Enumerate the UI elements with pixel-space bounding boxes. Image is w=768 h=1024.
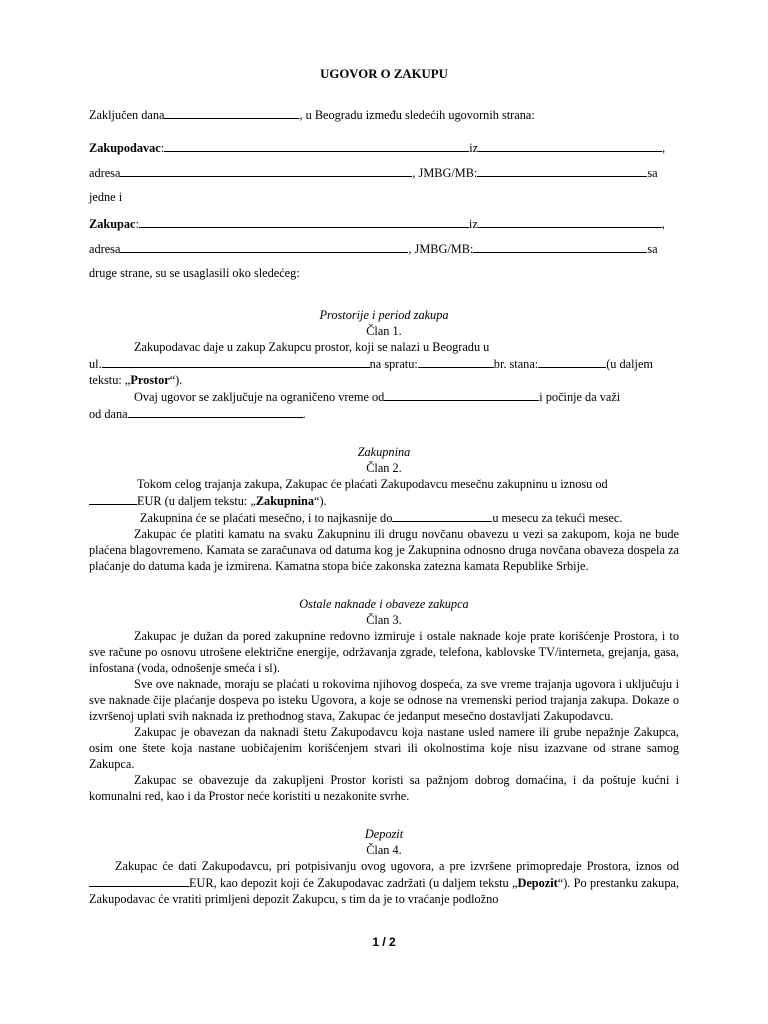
colon: : (160, 141, 165, 155)
document-title: UGOVOR O ZAKUPU (320, 67, 448, 81)
document-page (89, 60, 679, 907)
intro-line (89, 106, 679, 123)
clan-3: Član 3. (366, 613, 402, 627)
floor-blank (418, 355, 494, 368)
clan-2: Član 2. (366, 461, 402, 475)
zakupac-address-blank (120, 240, 408, 253)
s1-p1-line3 (89, 372, 679, 388)
term-blank (384, 388, 539, 401)
prostor-term: Prostor (130, 373, 170, 387)
zakupodavac-jmbg-blank (477, 164, 647, 177)
deposit-text-a: Zakupac će dati Zakupodavcu, pri potpisivanju ovog ugovora, a pre izvršene primopredaje Prostora, (115, 859, 631, 873)
s3-p4: Zakupac se obavezuje da zakupljeni Prostor koristi sa pažnjom dobrog domaćina, i da poštuje kućni i komunalni red, kao i da Prostor neće koristiti u nezakonite svrhe. (89, 773, 679, 803)
s4-p1 (89, 858, 679, 907)
due-day-blank (392, 509, 492, 522)
colon: : (135, 217, 139, 231)
zakupac-label: Zakupac (89, 217, 136, 231)
section-heading-3: Ostale naknade i obaveze zakupca (299, 597, 469, 611)
adresa-label: adresa (89, 166, 121, 180)
zakupac-name-blank (139, 215, 469, 228)
s3-p1: Zakupac je dužan da pored zakupnine redovno izmiruje i ostale naknade koje prate korišćenje Prostora, i to sve račune po osnovu utrošene električne energije, održavanja zgrade, telefona, kablovske TV/interneta, grejanja, gasa, infostana (voda, odnošenje smeća i sl). (89, 629, 679, 675)
zakupodavac-tail: jedne i (89, 190, 123, 204)
intro-prefix: Zaključen dana (89, 108, 165, 122)
term-text: Ovaj ugovor se zaključuje na ograničeno vreme od (134, 390, 385, 404)
iznos-label: iznos od (635, 859, 679, 873)
zakupac-address-line (89, 240, 679, 257)
start-date-blank (128, 405, 303, 418)
zakupac-jmbg-blank (473, 240, 647, 253)
deposit-text-c: “). Po prestanku zakupa, Zakupodavac će vratiti primljeni depozit Zakupcu, s tim da je to vraćanje podložno (89, 876, 679, 906)
rent-amount-blank (89, 492, 137, 505)
page-number: 1 / 2 (372, 935, 396, 949)
zakupodavac-address-line (89, 164, 679, 181)
daljem-label: (u daljem (606, 357, 653, 371)
s1-p1-line2 (89, 355, 679, 372)
sa-label: sa (647, 242, 658, 256)
zakupac-line (89, 215, 679, 232)
s1-p1-line1: Zakupodavac daje u zakup Zakupcu prostor, koji se nalazi u Beogradu u (134, 340, 490, 354)
sa-label: sa (647, 166, 658, 180)
zakupodavac-label: Zakupodavac (89, 141, 161, 155)
eur-label: EUR (u daljem tekstu: „ (137, 494, 256, 508)
zakupac-tail: druge strane, su se usaglasili oko sledećeg: (89, 266, 300, 280)
s3-p2: Sve ove naknade, moraju se plaćati u rokovima njihovog dospeća, za sve vreme trajanja ugovora i uključuju i sve naknade čije plaćanje dospeva po isteku Ugovora, a koje se odnose na vremenski period trajanja zakupa. Dokaze o izvršenoj uplati svih naknada iz prethodnog stava, Zakupac će jedanput mesečno dostavljati Zakupodavcu. (89, 677, 679, 723)
s2-p1-line1: Tokom celog trajanja zakupa, Zakupac će plaćati Zakupodavcu mesečnu zakupninu u iznosu od (137, 477, 608, 491)
street-blank (102, 355, 370, 368)
sprat-label: na spratu: (369, 357, 418, 371)
s2-p2 (89, 509, 679, 526)
zakupac-city-blank (478, 215, 662, 228)
end-mark: . (302, 407, 306, 421)
due-text: Zakupnina će se plaćati mesečno, i to najkasnije do (140, 511, 393, 525)
jmbg-label: , JMBG/MB: (412, 166, 478, 180)
s2-p1-line2 (89, 492, 679, 509)
clan-4: Član 4. (366, 843, 402, 857)
clan-1: Član 1. (366, 324, 402, 338)
s1-p2-line1 (89, 388, 679, 405)
zakupodavac-line (89, 139, 679, 156)
zakupodavac-name-blank (164, 139, 469, 152)
tekstu-label: tekstu: „ (89, 373, 131, 387)
od-dana-label: od dana (89, 407, 128, 421)
ul-label: ul. (89, 357, 102, 371)
comma: , (661, 217, 665, 231)
s1-p2-line2 (89, 405, 679, 422)
jmbg-label: , JMBG/MB: (408, 242, 474, 256)
section-heading-2: Zakupnina (357, 445, 411, 459)
iz-label: iz (468, 217, 478, 231)
zakupodavac-city-blank (478, 139, 662, 152)
end-mark: “). (169, 373, 183, 387)
deposit-text-b: EUR, kao depozit koji će Zakupodavac zadržati (u daljem tekstu „ (189, 876, 518, 890)
iz-label: iz (469, 141, 479, 155)
adresa-label: adresa (89, 242, 121, 256)
section-heading-4: Depozit (364, 827, 404, 841)
intro-suffix: , u Beogradu između sledećih ugovornih strana: (299, 108, 535, 122)
due-text-end: u mesecu za tekući mesec. (492, 511, 623, 525)
deposit-amount-blank (89, 874, 189, 887)
comma: , (662, 141, 666, 155)
apartment-blank (538, 355, 606, 368)
s2-p3: Zakupac će platiti kamatu na svaku Zakupninu ili drugu novčanu obavezu u vezi sa zakupom, koja ne bude plaćena blagovremeno. Kamata se zaračunava od datuma kog je Zakupnina odnosno druga novčana obaveza dospela za plaćanje do datuma kada je izmirena. Kamatna stopa biće zakonska zatezna kamata Republike Srbije. (89, 527, 679, 573)
date-blank (164, 106, 299, 119)
zakupodavac-address-blank (120, 164, 412, 177)
section-heading-1: Prostorije i period zakupa (319, 308, 449, 322)
depozit-term: Depozit (517, 876, 558, 890)
pocinje-text: i počinje da važi (539, 390, 621, 404)
end-mark: “). (313, 494, 327, 508)
s3-p3: Zakupac je obavezan da naknadi štetu Zakupodavcu koja nastane usled namere ili grube nepažnje Zakupca, osim one štete koja nastane uobičajenim korišćenjem stvari ili okolnostima koje nisu izazvane od strane samog Zakupca. (89, 725, 679, 771)
zakupnina-term: Zakupnina (255, 494, 314, 508)
stan-label: br. stana: (493, 357, 539, 371)
